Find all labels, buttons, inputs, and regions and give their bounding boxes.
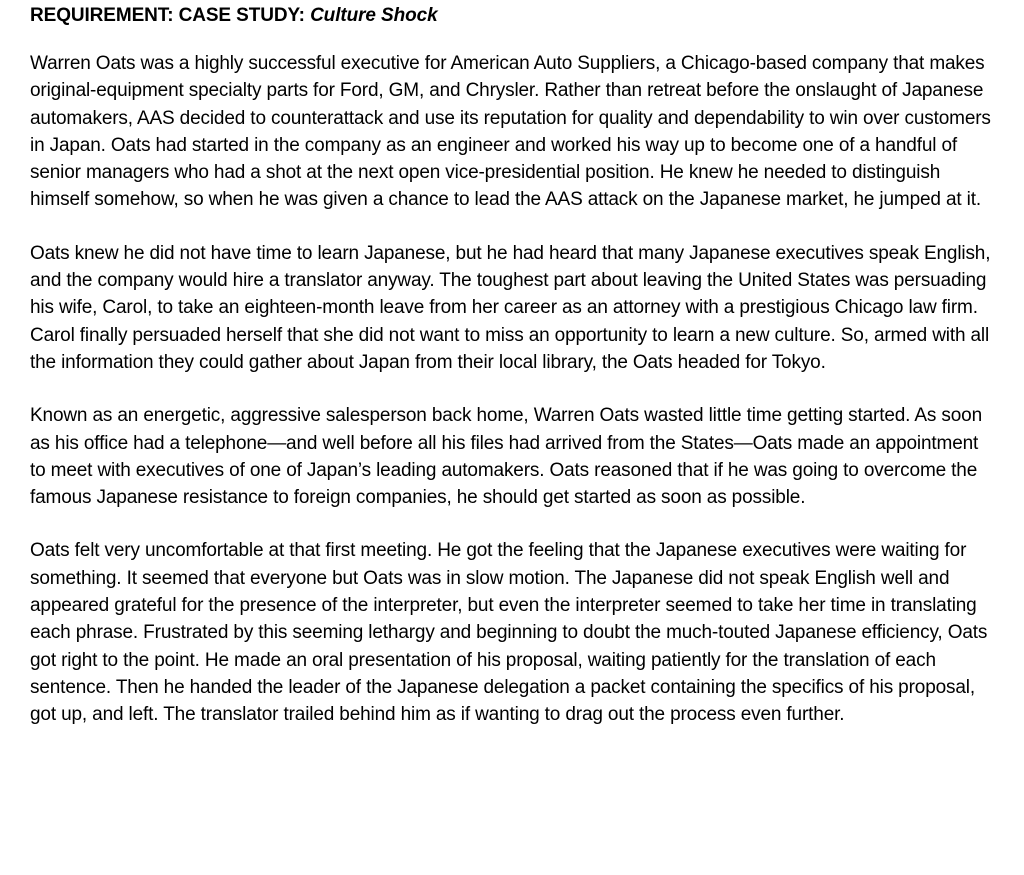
paragraph-3: Known as an energetic, aggressive salesperson back home, Warren Oats wasted little time getting started. As soon as his office had a telephone—and well before all his files had arrived from the States—Oats made an appointment to meet with executives of one of Japan’s leading automakers. Oats reasoned that if he was going to overcome the famous Japanese resistance to foreign companies, he should get started as soon as possible. bbox=[30, 405, 982, 509]
case-study-heading bbox=[30, 4, 992, 28]
heading-prefix: REQUIREMENT: CASE STUDY: bbox=[30, 5, 311, 26]
paragraph-4: Oats felt very uncomfortable at that first meeting. He got the feeling that the Japanese executives were waiting for something. It seemed that everyone but Oats was in slow motion. The Japanese did not speak English well and appeared grateful for the presence of the interpreter, but even the interpreter seemed to take her time in translating each phrase. Frustrated by this seeming lethargy and beginning to doubt the much-touted Japanese efficiency, Oats got right to the point. He made an oral presentation of his proposal, waiting patiently for the translation of each sentence. Then he handed the leader of the Japanese delegation a packet containing the specifics of his proposal, got up, and left. The translator trailed behind him as if wanting to drag out the process even further. bbox=[30, 540, 988, 726]
paragraph-2: Oats knew he did not have time to learn Japanese, but he had heard that many Japanese executives speak English, and the company would hire a translator anyway. The toughest part about leaving the United States was persuading his wife, Carol, to take an eighteen-month leave from her career as an attorney with a prestigious Chicago law firm. Carol finally persuaded herself that she did not want to miss an opportunity to learn a new culture. So, armed with all the information they could gather about Japan from their local library, the Oats headed for Tokyo. bbox=[30, 242, 991, 373]
document-page bbox=[30, 4, 992, 729]
case-study-title: Culture Shock bbox=[310, 5, 438, 26]
paragraph-1: Warren Oats was a highly successful executive for American Auto Suppliers, a Chicago-based company that makes original-equipment specialty parts for Ford, GM, and Chrysler. Rather than retreat before the onslaught of Japanese automakers, AAS decided to counterattack and use its reputation for quality and dependability to win over customers in Japan. Oats had started in the company as an engineer and worked his way up to become one of a handful of senior managers who had a shot at the next open vice-presidential position. He knew he needed to distinguish himself somehow, so when he was given a chance to lead the AAS attack on the Japanese market, he jumped at it. bbox=[30, 53, 991, 211]
